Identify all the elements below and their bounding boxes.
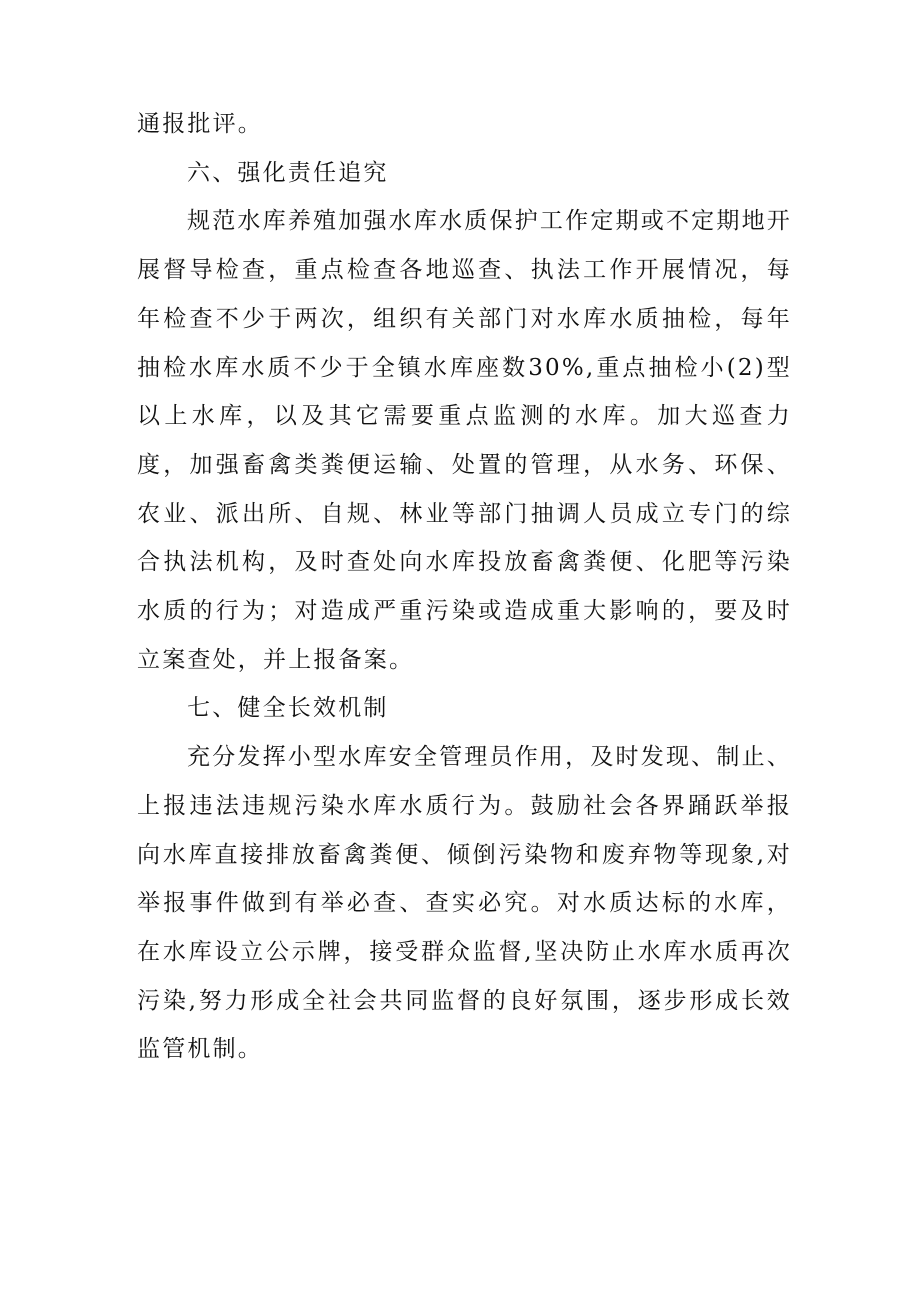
document-body: [137, 100, 792, 1074]
section-body-six: 规范水库养殖加强水库水质保护工作定期或不定期地开展督导检查，重点检查各地巡查、执法工作开展情况，每年检查不少于两次，组织有关部门对水库水质抽检，每年抽检水库水质不少于全镇水库座数30%,重点抽检小(2)型以上水库，以及其它需要重点监测的水库。加大巡查力度，加强畜禽类粪便运输、处置的管理，从水务、环保、农业、派出所、自规、林业等部门抽调人员成立专门的综合执法机构，及时查处向水库投放畜禽粪便、化肥等污染水质的行为；对造成严重污染或造成重大影响的，要及时立案查处，并上报备案。: [137, 208, 792, 673]
continuation-paragraph: 通报批评。: [137, 111, 263, 137]
section-heading-seven: 七、健全长效机制: [187, 695, 389, 722]
section-body-seven: 充分发挥小型水库安全管理员作用，及时发现、制止、上报违法违规污染水库水质行为。鼓励社会各界踊跃举报向水库直接排放畜禽粪便、倾倒污染物和废弃物等现象,对举报事件做到有举必查、查实必究。对水质达标的水库，在水库设立公示牌，接受群众监督,坚决防止水库水质再次污染,努力形成全社会共同监督的良好氛围，逐步形成长效监管机制。: [137, 744, 792, 1063]
section-heading-six: 六、强化责任追究: [187, 159, 389, 186]
